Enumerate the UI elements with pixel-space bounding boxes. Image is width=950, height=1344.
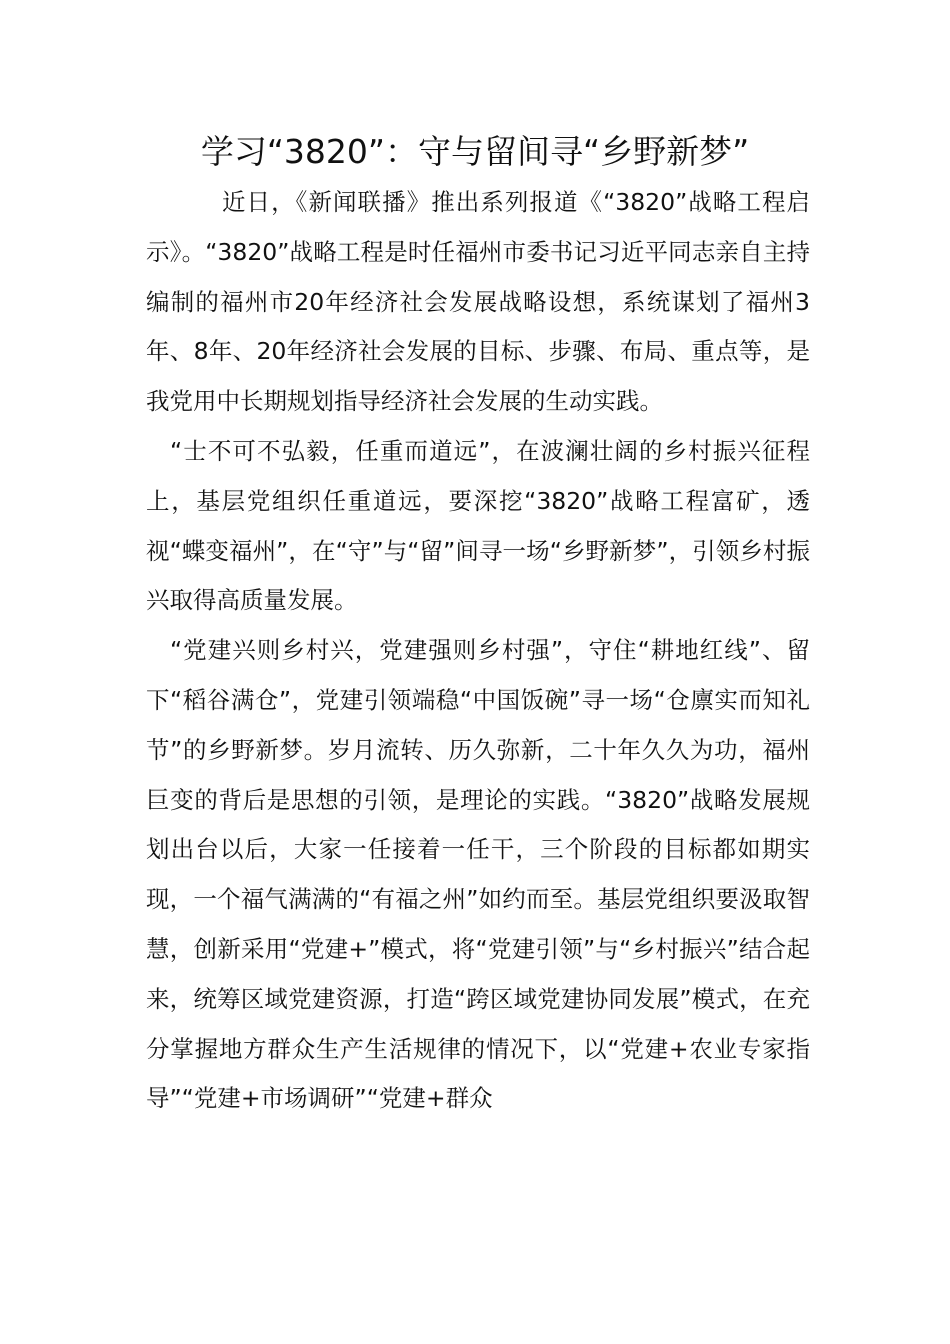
paragraph-1: 近日，《新闻联播》推出系列报道《“3820”战略工程启示》。“3820”战略工程是时任福州市委书记习近平同志亲自主持编制的福州市20年经济社会发展战略设想，系统谋划了福州3年、8年、20年经济社会发展的目标、步骤、布局、重点等，是我党用中长期规划指导经济社会发展的生动实践。 — [146, 188, 810, 416]
document-body — [146, 178, 810, 1124]
document-title: 学习“3820”：守与留间寻“乡野新梦” — [200, 132, 750, 171]
paragraph-3: “党建兴则乡村兴，党建强则乡村强”，守住“耕地红线”、留下“稻谷满仓”，党建引领端稳“中国饭碗”寻一场“仓廪实而知礼节”的乡野新梦。岁月流转、历久弥新，二十年久久为功，福州巨变的背后是思想的引领，是理论的实践。“3820”战略发展规划出台以后，大家一任接着一任干，三个阶段的目标都如期实现，一个福气满满的“有福之州”如约而至。基层党组织要汲取智慧，创新采用“党建+”模式，将“党建引领”与“乡村振兴”结合起来，统筹区域党建资源，打造“跨区域党建协同发展”模式，在充分掌握地方群众生产生活规律的情况下，以“党建+农业专家指导”“党建+市场调研”“党建+群众 — [146, 636, 810, 1113]
paragraph-2: “士不可不弘毅，任重而道远”，在波澜壮阔的乡村振兴征程上，基层党组织任重道远，要深挖“3820”战略工程富矿，透视“蝶变福州”，在“守”与“留”间寻一场“乡野新梦”，引领乡村振兴取得高质量发展。 — [146, 436, 810, 615]
